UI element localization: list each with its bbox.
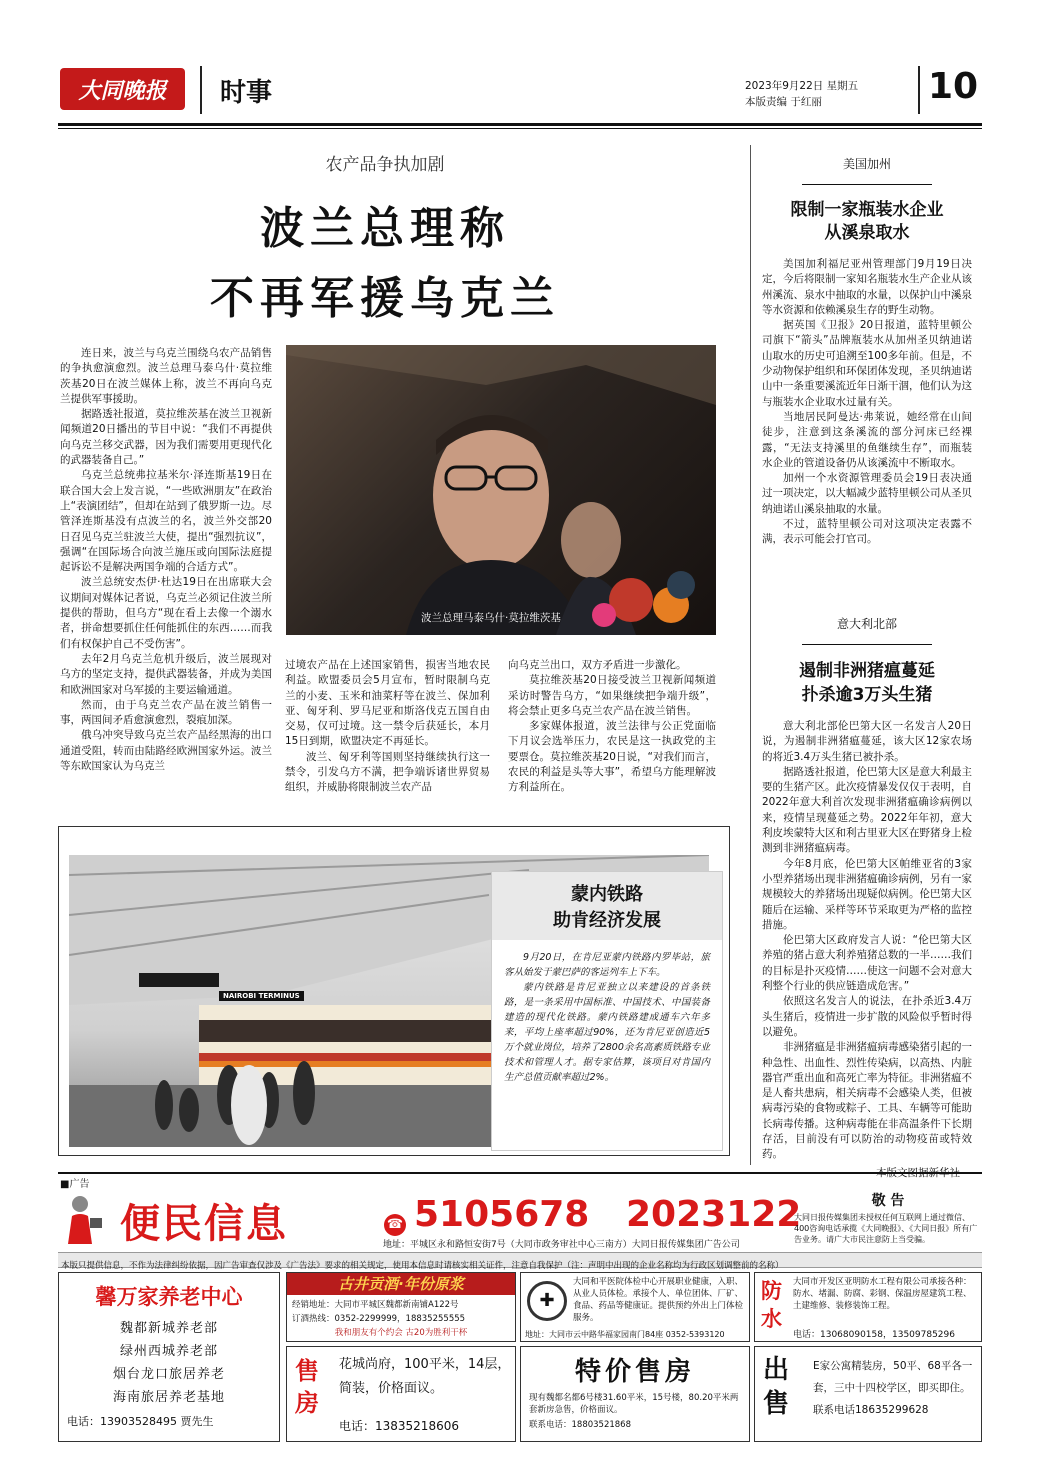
rail-headline-line1: 限制一家瓶装水企业 [790,200,944,220]
page-editor: 本版责编 于红丽 [745,96,822,108]
clinic-text: 大同和平医院体检中心开展职业健康，入职、从业人员体检。承接个人、单位团体、厂矿、食品、药品等健康证。提供预约外出上门体检服务。 [573,1277,744,1323]
rail-paragraph: 依照这名发言人的说法，在扑杀近3.4万头生猪后，疫情进一步扩散的风险似乎暂时得以避免。 [762,995,972,1038]
rail-paragraph: 美国加利福尼亚州管理部门9月19日决定，今后将限制一家知名瓶装水生产企业从该州溪流、泉水中抽取的水量，以保护山中溪泉等水资源和依赖溪泉生存的野生动物。 [762,258,972,316]
elderly-item: 烟台龙口旅居养老 [112,1367,225,1382]
rail-story-california [762,155,972,548]
special-sale-title: 特价售房 [574,1357,695,1387]
photo-caption: 波兰总理马泰乌什·莫拉维茨基 [421,612,561,624]
rail-headline-line2: 扑杀逾3万头生猪 [801,685,933,705]
lead-headline-line2: 不再军援乌克兰 [210,273,560,324]
house-sale-label: 售房 [295,1357,319,1417]
newspaper-logo [60,68,185,110]
lead-paragraph: 乌克兰总统弗拉基米尔·泽连斯基19日在联合国大会上发言说，“一些欧洲朋友”在政治上“表演团结”，但却在站到了俄罗斯一边。尽管泽连斯基没有点波兰的名，波兰外交部20日召见乌克兰驻波兰大使，提出“强烈抗议”，强调“在国际场合向波兰施压或向国际法庭提起诉讼不是解决两国争端的合适方式”。 [60,469,272,574]
feature-title-line2: 助肯经济发展 [553,910,661,931]
waterproof-phone: 电话：13068090158，13509785296 [793,1330,955,1340]
lead-column-1 [60,346,272,774]
rail-headline-line2: 从溪泉取水 [824,223,910,243]
feature-title-line1: 蒙内铁路 [571,884,643,905]
notice-text: 大同日报传媒集团未授权任何互联网上通过微信、400咨询电话承揽《大同晚报》、《大同日报》所有广告业务。请广大市民注意防上当受骗。 [794,1213,978,1244]
rail-headline-line1: 遏制非洲猪瘟蔓延 [799,661,935,681]
banner-title: 便民信息 [120,1201,288,1247]
lead-column-3 [508,658,716,796]
lead-paragraph: 莫拉维茨基20日接受波兰卫视新闻频道采访时警告乌方，“如果继续把争端升级”，将会禁止更多乌克兰农产品在波兰销售。 [508,674,716,717]
ad-elderly-care [58,1272,280,1442]
ad-disclaimer [58,1252,982,1271]
rail-story-italy [762,615,972,1180]
rail-paragraph: 伦巴第大区政府发言人说：“伦巴第大区养殖的猪占意大利养殖猪总数的一半……我们的目标是扑灭疫情……使这一问题不会对意大利整个行业的供应链造成危害。” [762,934,972,993]
lead-column-2 [285,658,490,796]
elderly-title: 馨万家养老中心 [95,1285,243,1309]
ad-house-sale [286,1346,516,1442]
issue-date: 2023年9月22日 星期五 [745,80,859,92]
banner-phone-1: 5105678 [414,1194,590,1235]
elderly-phone: 电话：13903528495 贾先生 [67,1415,214,1428]
rail-paragraph: 据路透社报道，伦巴第大区是意大利最主要的生猪产区。此次疫情暴发仅仅于表明，自2022年意大利首次发现非洲猪瘟确诊病例以来，疫情呈现蔓延之势。2022年年初，意大利皮埃蒙特大区和利古里亚大区在野猪身上检测到非洲猪瘟病毒。 [762,765,972,855]
clinic-logo-icon: ✚ [527,1281,567,1321]
lead-paragraph: 过境农产品在上述国家销售，损害当地农民利益。欧盟委员会5月宣布，暂时限制乌克兰的小麦、玉米和油菜籽等在波兰、保加利亚、匈牙利、罗马尼亚和斯洛伐克五国自由交易，仅可过境。这一禁令后获延长，本月15日到期，欧盟决定不再延长。 [285,659,490,748]
lead-photo [286,345,716,635]
ad-clinic [520,1272,750,1342]
feature-paragraph: 9月20日，在肯尼亚蒙内铁路内罗毕站，旅客从始发于蒙巴萨的客运列车上下车。 [504,952,710,978]
ad-banner [58,1190,982,1250]
masthead [60,60,980,125]
liquor-slogan: 我和朋友有个约会 古20为胜利干杯 [334,1328,468,1338]
lead-paragraph: 去年2月乌克兰危机升级后，波兰展现对乌方的坚定支持，提供武器装备，并成为美国和欧洲国家对乌军援的主要运输通道。 [60,652,272,696]
rail-paragraph: 据英国《卫报》20日报道，蓝特里顿公司旗下“箭头”品牌瓶装水从加州圣贝纳迪诺山取水的历史可追溯至100多年前。但是，不少动物保护组织和环保团体发现，圣贝纳迪诺山中一条重要溪流近年日渐干涸，他们认为这与瓶装水企业取水过量有关。 [762,319,972,408]
special-sale-phone: 联系电话：18803521868 [529,1420,631,1430]
ad-waterproof [754,1272,982,1342]
lead-headline-line1: 波兰总理称 [260,203,510,254]
lead-paragraph: 然而，由于乌克兰农产品在波兰销售一事，两国间矛盾愈演愈烈，裂痕加深。 [60,698,272,727]
elderly-item: 魏都新城养老部 [119,1321,218,1336]
liquor-phone: 订酒热线：0352-2299999，18835255555 [292,1314,466,1324]
prime-minister-portrait [286,345,716,635]
rail-paragraph: 加州一个水资源管理委员会19日表决通过一项决定，以大幅减少蓝特里顿公司从圣贝纳迪诺山溪泉抽取的水量。 [762,472,972,515]
notice-title: 敬 告 [871,1193,905,1209]
lead-paragraph: 向乌克兰出口，双方矛盾进一步激化。 [508,659,687,671]
house-sale-phone: 电话：13835218606 [339,1419,459,1433]
logo-text: 大同晚报 [78,77,167,104]
apartment-sale-label: 出售 [763,1355,790,1419]
rail-paragraph: 非洲猪瘟是非洲猪瘟病毒感染猪引起的一种急性、出血性、烈性传染病，以高热、内脏器官严重出血和高死亡率为特征。非洲猪瘟不是人畜共患病，相关病毒不会感染人类，但被病毒污染的食物或粽子、工具、车辆等可能助长病毒传播。这种病毒能在非高温条件下长期存活，目前没有可以防治的动物疫苗或特效药。 [762,1041,972,1161]
lead-paragraph: 波兰总统安杰伊·杜达19日在出席联大会议期间对媒体记者说，乌克兰必须记住波兰所提供的帮助，但乌方“现在看上去像一个溺水者，拼命想要抓住任何能抓住的东西……而我们有权保护自己不受伤害”。 [60,576,272,650]
feature-box [58,826,730,1156]
person-icon [62,1194,106,1246]
disclaimer-text: 本版只提供信息，不作为法律纠纷依据，因广告审查仅涉及《广告法》要求的相关规定，使用本信息时请核实相关证件，注意自我保护（注：声明中出现的企业名称均为行政区划调整前的名称） [61,1261,784,1271]
phone-icon: ☎ [384,1214,406,1236]
ad-liquor [286,1272,516,1342]
banner-phone-2: 2023122 [626,1194,802,1235]
waterproof-text: 大同市开发区亚明防水工程有限公司承接各种：防水、堵漏、防腐、彩钢、保温房屋建筑工程、土建维修、装修装饰工程。 [793,1277,972,1311]
rail-paragraph: 当地居民阿曼达·弗莱说，她经常在山间徒步，注意到这条溪流的部分河床已经裸露，“无法支持溪里的鱼继续生存”，而瓶装水企业的管道设备仍从该溪流中不断取水。 [762,410,972,469]
lead-paragraph: 波兰、匈牙利等国则坚持继续执行这一禁令，引发乌方不满，把争端诉诸世界贸易组织，并威胁将限制波兰农产品 [285,750,490,794]
feature-title-band [492,872,722,940]
elderly-item: 绿州西城养老部 [119,1344,218,1359]
lead-paragraph: 俄乌冲突导致乌克兰农产品经黑海的出口通道受阻，转而由陆路经欧洲国家外运。波兰等东欧国家认为乌克兰 [60,729,272,773]
lead-kicker: 农产品争执加剧 [325,155,445,175]
feature-caption-box [491,871,723,1151]
rail-region-label: 美国加州 [802,155,932,185]
feature-paragraph: 蒙内铁路是肯尼亚独立以来建设的首条铁路，是一条采用中国标准、中国技术、中国装备建造的现代化铁路。蒙内铁路建成通车六年多来，平均上座率超过90%，还为肯尼亚创造近5万个就业岗位，培养了2800余名高素质铁路专业技术和管理人才。据专家估算，该项目对肯国内生产总值贡献率超过2%。 [504,982,710,1083]
clinic-address: 地址：大同市云中路华福家园南门84座 0352-5393120 [525,1330,725,1339]
ad-apartment-sale [754,1346,982,1442]
liquor-address: 经销地址：大同市平城区魏都新南铺A122号 [292,1300,459,1310]
apartment-sale-text: E家公寓精装房，50平、68平各一套，三中十四校学区，即买即住。联系电话18635299628 [813,1360,973,1416]
special-sale-text: 现有魏都名都6号楼31.60平米，15号楼，80.20平米两套新房急售，价格面议。 [529,1393,739,1415]
banner-address: 地址：平城区永和路恒安街7号（大同市政务审社中心三南方）大同日报传媒集团广告公司 [383,1240,740,1250]
ad-label: ■广告 [60,1179,90,1190]
rail-paragraph: 意大利北部伦巴第大区一名发言人20日说，为遏制非洲猪瘟蔓延，该大区12家农场的将近3.4万头生猪已被扑杀。 [762,720,972,763]
elderly-item: 海南旅居养老基地 [112,1390,225,1405]
lead-paragraph: 多家媒体报道，波兰法律与公正党面临下月议会选举压力，农民是这一执政党的主要票仓。莫拉维茨基20日说，“对我们而言，农民的利益是头等大事”，希望乌方能理解波方利益所在。 [508,720,716,794]
section-title: 时事 [220,78,273,108]
station-sign: NAIROBI TERMINUS [219,991,304,1001]
ad-special-sale [520,1346,750,1442]
waterproof-label: 防水 [761,1279,782,1331]
rail-paragraph: 今年8月底，伦巴第大区帕维亚省的3家小型养猪场出现非洲猪瘟确诊病例，另有一家规模较大的养猪场出现疑似病例。伦巴第大区随后在运输、采样等环节采取更为严格的监控措施。 [762,857,972,931]
page-number: 10 [928,66,979,107]
house-sale-text: 花城尚府，100平米，14层，简装，价格面议。 [339,1357,511,1396]
rail-paragraph: 不过，蓝特里顿公司对这项决定表露不满，表示可能会打官司。 [762,518,972,546]
lead-paragraph: 连日来，波兰与乌克兰围绕乌农产品销售的争执愈演愈烈。波兰总理马泰乌什·莫拉维茨基20日在波兰媒体上称，波兰不再向乌克兰提供军事援助。 [60,347,272,405]
liquor-title: 古井贡酒·年份原浆 [287,1273,515,1295]
rail-region-label: 意大利北部 [802,615,932,645]
lead-paragraph: 据路透社报道，莫拉维茨基在波兰卫视新闻频道20日播出的节目中说：“我们不再提供向乌克兰移交武器，因为我们需要用更现代化的武器装备自己。” [60,408,272,467]
